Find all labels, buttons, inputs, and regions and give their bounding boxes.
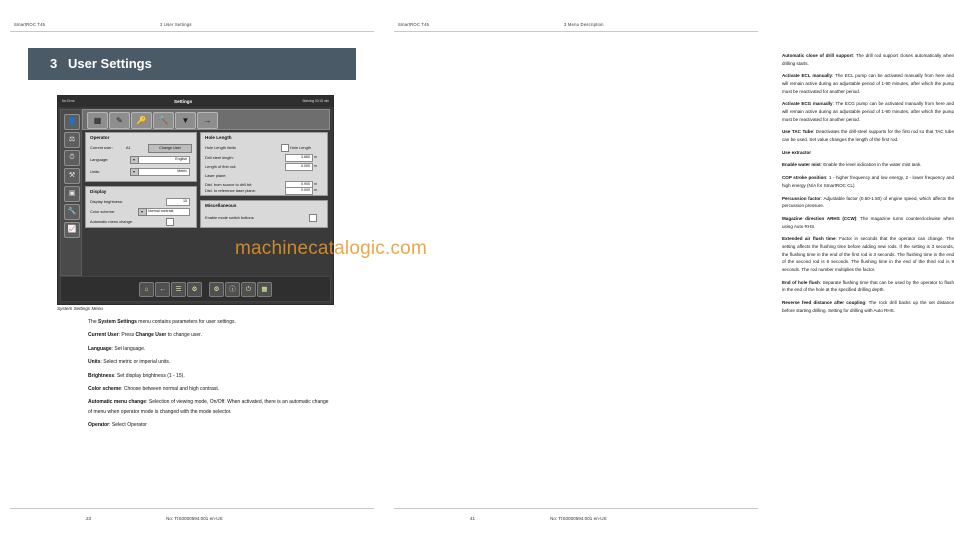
toolbar-key-icon[interactable]: 🔑 [131, 112, 152, 129]
footer-page-number-left: 23 [86, 516, 92, 521]
left-page [0, 0, 384, 543]
footer-doc-number-right: No: TIS0000594.001 en-US [550, 516, 607, 521]
watermark: machinecatalogic.com [235, 238, 427, 259]
color-scheme-value: Normal contrast [148, 209, 174, 214]
sidebar-display-icon[interactable]: ▣ [64, 186, 80, 202]
bottom-grid-icon[interactable]: ▦ [257, 282, 272, 297]
para-auto-close-drill-support [782, 52, 954, 67]
sidebar-drill-icon[interactable]: ⚖ [64, 132, 80, 148]
para-magazine-direction [782, 215, 954, 230]
intro-after: menu contains parameters for user settings. [136, 319, 236, 325]
text-end-of-hole-flush: : Separate flushing time that can be used by the operator to flush in the end of the hole at the specified drilling depth. [782, 279, 954, 293]
units-paragraph [88, 358, 334, 367]
language-text: : Set language. [111, 345, 146, 352]
figure-caption: System Settings Menu [57, 306, 103, 311]
para-activate-ecl [782, 72, 954, 95]
toolbar-hammer-icon[interactable]: 🔨 [153, 112, 174, 129]
term-auto-close-drill-support: Automatic close of drill support [782, 53, 853, 58]
mode-switch-buttons-label: Enable mode switch buttons [205, 215, 254, 220]
display-panel [85, 186, 197, 228]
para-enable-water-mist [782, 161, 954, 169]
operator-language-value: English [175, 157, 187, 162]
footer-rule-right [394, 508, 758, 509]
term-percussion-factor: Percussion factor [782, 195, 821, 201]
miscellaneous-panel [200, 200, 328, 228]
current-user-tail: to change user. [166, 332, 202, 339]
term-magazine-direction: Magazine direction ARHS (CCW) [782, 216, 857, 221]
text-enable-water-mist: : Enable the level indication in the water mist tank. [820, 162, 922, 168]
toolbar-funnel-icon[interactable]: ▼ [175, 112, 196, 129]
hole-length-checkbox-label: Hole Length [290, 145, 311, 150]
first-rod-length-value: 0.000 [301, 164, 310, 169]
language-dropdown-icon[interactable] [130, 156, 139, 164]
color-scheme-text: : Choose between normal and high contrast. [121, 386, 220, 393]
operator-units-field[interactable] [130, 168, 190, 176]
reference-plane-field[interactable] [285, 187, 313, 195]
change-user-button[interactable]: Change User [148, 144, 192, 153]
operator-paragraph [88, 421, 334, 430]
text-activate-ecl: : The ECL pump can be activated manually from here and will remain active during an adjustable period of 1-90 minutes, after which the pump must be reactivated for another period. [782, 73, 954, 94]
reference-plane-value: 0.000 [301, 188, 310, 193]
bottom-info-icon[interactable]: ⓘ [225, 282, 240, 297]
brightness-text: : Set display brightness (1 - 15). [114, 372, 185, 379]
operator-units-label: Units: [90, 169, 100, 174]
auto-menu-change-checkbox[interactable] [166, 218, 174, 226]
intro-bold: System Settings [98, 319, 137, 325]
display-brightness-field[interactable] [166, 198, 190, 206]
term-activate-ecl: Activate ECL manually [782, 73, 833, 79]
sidebar-chart-icon[interactable]: 📈 [64, 222, 80, 238]
footer-page-number-right: 41 [470, 516, 476, 521]
hole-length-panel-title: Hole Length [205, 135, 232, 140]
para-extended-air-flush-time [782, 235, 954, 273]
language-paragraph [88, 345, 334, 354]
chapter-banner [28, 48, 356, 80]
change-user-term: Change User [135, 332, 167, 339]
screen-toolbar [82, 109, 330, 130]
term-enable-water-mist: Enable water mist [782, 162, 821, 168]
term-use-tac-tube: Use TAC Tube [782, 129, 813, 135]
color-scheme-term: Color scheme [88, 386, 122, 393]
settings-screen-figure [57, 95, 334, 305]
running-head-chapter: 3 User Settings [160, 22, 192, 27]
chapter-title: User Settings [68, 56, 152, 71]
units-term: Units [88, 359, 101, 366]
source-to-bit-value: 0.900 [301, 182, 310, 187]
para-use-tac-tube [782, 128, 954, 143]
header-rule [10, 31, 374, 32]
auto-menu-text: : Selection of viewing mode, On/Off. When activated, there is an automatic change of menu when operator mode is changed with the mode selector. [88, 399, 329, 415]
bottom-menu-icon[interactable]: ☰ [171, 282, 186, 297]
drill-steel-length-value: 3.660 [301, 155, 310, 160]
hole-length-limits-label: Hole Length limits [205, 145, 236, 150]
screen-bottom-bar [60, 276, 331, 302]
operator-current-user-value: A1 [126, 145, 131, 150]
language-term: Language [88, 345, 112, 352]
text-activate-ecg: : The ECG pump can be activated manually from here and will remain active during an adjustable period of 1-90 minutes, after which the pump must be reactivated for another period. [782, 101, 954, 122]
term-end-of-hole-flush: End of hole flush [782, 279, 820, 285]
source-to-bit-label: Dist. from source to drill bit: [205, 182, 253, 187]
laser-plane-label: Laser plane: [205, 173, 227, 178]
right-page [384, 0, 954, 543]
titlebar-status-right: Warning 00:15 min [302, 99, 329, 103]
toolbar-arrow-icon[interactable]: → [197, 112, 218, 129]
miscellaneous-panel-title: Miscellaneous [205, 203, 237, 208]
para-activate-ecg [782, 100, 954, 123]
text-auto-close-drill-support: : The drill rod support closes automatically when drilling starts. [782, 53, 954, 66]
text-extended-air-flush-time: : Factor in seconds that the operator can change. The setting affects the flushing time before adding new rods. If the setting is 3 seconds, the flushing time in the end of the first rod is 3 seconds. The flushing time in the end of the second rod is 6 seconds. The flushing time in the end of the third rod is 9 seconds. The rod number multiplies the factor. [782, 236, 954, 272]
current-user-text: : Press [118, 332, 136, 339]
intro-paragraph [88, 318, 334, 327]
operator-term: Operator [88, 422, 110, 429]
bottom-home-icon[interactable]: ⌂ [139, 282, 154, 297]
screen-sidebar [60, 109, 82, 276]
units-text: : Select metric or imperial units. [100, 359, 171, 366]
display-brightness-value: 15 [183, 199, 187, 204]
text-cop-stroke-position: : 1 - higher frequency and low energy, 2 - lower frequency and high energy (N/A for SmartROC CL) [782, 175, 954, 188]
para-percussion-factor [782, 195, 954, 210]
reference-plane-unit: m [314, 188, 317, 192]
term-activate-ecg: Activate ECG manually [782, 101, 833, 107]
operator-language-field[interactable] [130, 156, 190, 164]
source-to-bit-unit: m [314, 182, 317, 186]
drill-steel-length-field[interactable] [285, 154, 313, 162]
current-user-paragraph [88, 331, 334, 340]
auto-menu-term: Automatic menu change [88, 399, 147, 406]
running-head-left: SmartROC T45 [14, 22, 46, 27]
text-magazine-direction: : The magazine turns counterclockwise when using Auto RHS. [782, 216, 954, 229]
color-scheme-label: Color scheme: [90, 209, 116, 214]
running-head-right-section: 3 Menu Description [564, 22, 604, 27]
left-body-text [88, 318, 334, 435]
mode-switch-buttons-checkbox[interactable] [309, 214, 317, 222]
first-rod-length-label: Length of first rod: [205, 164, 237, 169]
header-rule-right [394, 31, 758, 32]
bottom-drill-mode-icon[interactable]: ⚙ [187, 282, 202, 297]
term-cop-stroke-position: COP stroke position [782, 175, 827, 181]
right-body-text [782, 52, 954, 319]
operator-current-user-label: Current user: [90, 145, 113, 150]
text-percussion-factor: : Adjustable factor (0.50-1.50) of engine speed, which affects the percussion pressure. [782, 195, 954, 209]
text-use-tac-tube: : Deactivates the drill-steel supports for the first rod so that TAC tube can be used. Set value changes the length of the first rod. [782, 129, 954, 142]
brightness-paragraph [88, 372, 334, 381]
para-cop-stroke-position [782, 174, 954, 189]
toolbar-grid-icon[interactable]: ▦ [87, 112, 108, 129]
term-use-extractor: Use extractor [782, 149, 812, 155]
sidebar-wrench-icon[interactable]: 🔧 [64, 204, 80, 220]
current-user-term: Current User [88, 332, 119, 339]
operator-panel [85, 132, 197, 182]
intro-before: The [88, 319, 99, 325]
operator-panel-title: Operator [90, 135, 110, 140]
operator-language-label: Language: [90, 157, 109, 162]
sidebar-user-icon[interactable]: 👤 [64, 114, 80, 130]
sidebar-gauge-icon[interactable]: ⏱ [64, 150, 80, 166]
term-extended-air-flush-time: Extended air flush time [782, 236, 836, 242]
brightness-term: Brightness [88, 372, 115, 379]
auto-menu-change-label: Automatic menu change: [90, 219, 134, 224]
display-panel-title: Display [90, 189, 107, 194]
first-rod-length-field[interactable] [285, 163, 313, 171]
para-use-extractor [782, 149, 954, 157]
running-head-right-left: SmartROC T45 [398, 22, 430, 27]
titlebar-status-left: No Error [62, 99, 75, 103]
hole-length-panel [200, 132, 328, 196]
drill-steel-length-label: Drill steel length: [205, 155, 234, 160]
units-dropdown-icon[interactable] [130, 168, 139, 176]
footer-doc-number-left: No: TIS0000594.001 en-US [166, 516, 223, 521]
bottom-back-icon[interactable]: ← [155, 282, 170, 297]
footer-rule-left [10, 508, 374, 509]
display-brightness-label: Display brightness: [90, 199, 123, 204]
first-rod-length-unit: m [314, 164, 317, 168]
bottom-settings-icon[interactable]: ⚙ [209, 282, 224, 297]
term-reverse-feed-distance: Reverse feed distance after coupling [782, 299, 866, 305]
operator-units-value: Metric [177, 169, 187, 174]
reference-plane-label: Dist. to reference laser plane: [205, 188, 256, 193]
para-end-of-hole-flush [782, 279, 954, 294]
screen-titlebar [58, 96, 333, 107]
drill-steel-length-unit: m [314, 155, 317, 159]
color-scheme-paragraph [88, 385, 334, 394]
chapter-number: 3 [50, 56, 58, 71]
operator-text: : Select Operator [109, 422, 147, 429]
titlebar-title: Settings [174, 98, 193, 104]
bottom-power-icon[interactable]: ⏻ [241, 282, 256, 297]
sidebar-tools-icon[interactable]: ⚒ [64, 168, 80, 184]
auto-menu-paragraph [88, 398, 334, 417]
toolbar-pen-icon[interactable]: ✎ [109, 112, 130, 129]
color-scheme-dropdown-icon[interactable] [138, 208, 147, 216]
text-reverse-feed-distance: : The rock drill backs up the set distance before starting drilling. Setting for drilling with Auto RHS. [782, 299, 954, 313]
para-reverse-feed-distance [782, 299, 954, 314]
hole-length-checkbox[interactable] [281, 144, 289, 152]
